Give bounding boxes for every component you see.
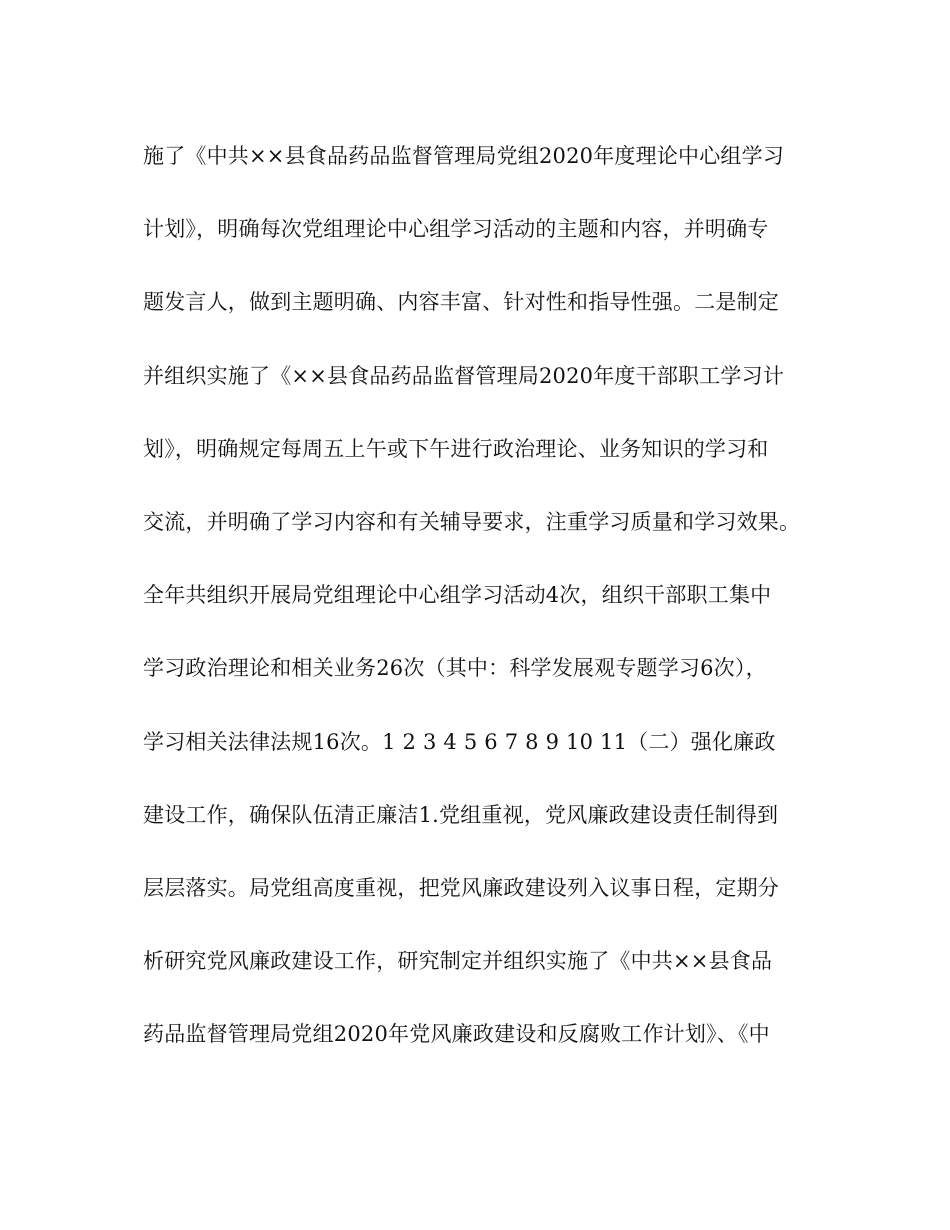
text-line: 计划》，明确每次党组理论中心组学习活动的主题和内容，并明确专 (143, 217, 769, 242)
text-line: 划》，明确规定每周五上午或下午进行政治理论、业务知识的学习和 (143, 436, 769, 461)
text-line: 题发言人，做到主题明确、内容丰富、针对性和指导性强。二是制定 (143, 290, 779, 315)
text-line: 交流，并明确了学习内容和有关辅导要求，注重学习质量和学习效果。 (143, 509, 801, 534)
text-line: 建设工作，确保队伍清正廉洁1.党组重视，党风廉政建设责任制得到 (143, 802, 779, 827)
body-text (143, 134, 823, 1085)
text-line: 析研究党风廉政建设工作，研究制定并组织实施了《中共××县食品 (143, 949, 773, 974)
text-line: 并组织实施了《××县食品药品监督管理局2020年度干部职工学习计 (143, 363, 785, 388)
text-line: 全年共组织开展局党组理论中心组学习活动4次，组织干部职工集中 (143, 583, 772, 608)
text-line: 学习相关法律法规16次。1 2 3 4 5 6 7 8 9 10 11（二）强化廉政 (143, 729, 776, 754)
text-line: 药品监督管理局党组2020年党风廉政建设和反腐败工作计划》、《中 (143, 1022, 770, 1047)
text-line: 学习政治理论和相关业务26次（其中：科学发展观专题学习6次）， (143, 656, 767, 681)
text-line: 层层落实。局党组高度重视，把党风廉政建设列入议事日程，定期分 (143, 875, 779, 900)
text-line: 施了《中共××县食品药品监督管理局党组2020年度理论中心组学习 (143, 144, 785, 168)
